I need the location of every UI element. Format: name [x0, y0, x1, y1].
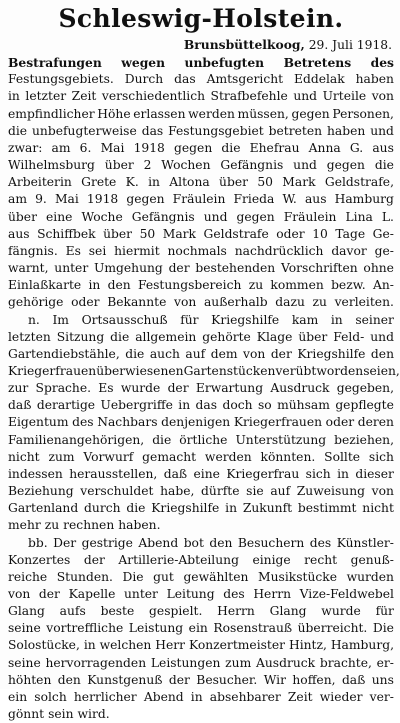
text-line: fängnis. Es sei hiermit nochmals nachdrücklich davor ge- [8, 243, 394, 258]
text-line: Eigentum des Nachbars denjenigen Kriegerfrauen oder deren [8, 415, 394, 430]
text-line: letzten Sitzung die allgemein gehörte Klage über Feld- und [8, 329, 394, 344]
article-text [8, 54, 400, 723]
text-line: gönnt sein wird. [8, 707, 110, 722]
text-line: bb. Der gestrige Abend bot den Besuchern des Künstler- [28, 535, 394, 550]
text-line: daß derartige Uebergriffe in das doch so mühsam gepflegte [8, 398, 394, 413]
text-line: Solostücke, in welchen Herr Konzertmeister Hintz, Hamburg, [8, 638, 394, 653]
text-line: von der Kapelle unter Leitung des Herrn Vize-Feldwebel [8, 587, 394, 601]
text-line: Festungsgebiets. Durch das Amtsgericht Eddelak haben [8, 72, 394, 87]
text-line: in letzter Zeit verschiedentlich Strafbefehle und Urteile von [8, 89, 394, 104]
text-line: warnt, unter Umgehung der bestehenden Vorschriften ohne [8, 261, 394, 276]
section-heading: Schleswig-Holstein. [58, 4, 344, 33]
text-line: am 9. Mai 1918 gegen Fräulein Frieda W. aus Hamburg [8, 192, 394, 207]
dateline [8, 36, 394, 54]
text-line: höhten den Kunstgenuß der Besucher. Wir hoffen, daß uns [8, 672, 394, 687]
text-line: Konzertes der Artillerie-Abteilung einige recht genuß- [8, 552, 394, 567]
text-line: Arbeiterin Grete K. in Altona über 50 Mark Geldstrafe, [8, 175, 394, 190]
text-line: Kriegerfrauen überwiesenen Gartenstücken verübt worden seien, [8, 363, 400, 378]
text-line: indessen herausstellen, daß eine Kriegerfrau sich in dieser [8, 466, 394, 481]
text-line: Gartendiebstähle, die auch auf dem von der Kriegshilfe den [8, 346, 394, 361]
text-line: reiche Stunden. Die gut gewählten Musikstücke wurden [8, 569, 394, 584]
text-line: zur Sprache. Es wurde der Erwartung Ausdruck gegeben, [8, 381, 394, 396]
text-line: mehr zu rechnen haben. [8, 518, 161, 533]
text-line: aus Schiffbek über 50 Mark Geldstrafe oder 10 Tage Ge- [8, 226, 394, 241]
text-line: Familienangehörigen, die örtliche Unterstützung beziehen, [8, 432, 394, 447]
dateline-place: Brunsbüttelkoog, [183, 37, 305, 52]
article-body [8, 36, 400, 723]
text-line: zwar: am 6. Mai 1918 gegen die Ehefrau Anna G. aus [8, 140, 394, 155]
dateline-date: 29. Juli 1918. [308, 38, 392, 52]
text-line: gehörige oder Bekannte von außerhalb dazu zu verleiten. [8, 295, 394, 310]
text-line: Wilhelmsburg über 2 Wochen Gefängnis und gegen die [8, 158, 394, 173]
text-line: Gartenland durch die Kriegshilfe in Zukunft bestimmt nicht [8, 501, 394, 516]
text-line: n. Im Ortsausschuß für Kriegshilfe kam in seiner [28, 312, 394, 327]
text-line: Einlaßkarte in den Festungsbereich zu kommen bezw. An- [8, 278, 394, 293]
text-line: die unbefugterweise das Festungsgebiet betreten haben und [8, 123, 394, 138]
text-line: empfindlicher Höhe erlassen werden müssen, gegen Personen, [8, 106, 394, 121]
text-line: Glang aufs beste gespielt. Herrn Glang wurde für [8, 604, 394, 619]
text-line: seine vortreffliche Leistung ein Rosenstrauß überreicht. Die [8, 621, 394, 636]
text-line: Bestrafungen wegen unbefugten Betretens des [8, 55, 394, 71]
text-line: seine hervorragenden Leistungen zum Ausdruck brachte, er- [8, 655, 394, 670]
text-line: Beziehung verschuldet habe, dürfte sie auf Zuweisung von [8, 484, 394, 499]
text-line: über eine Woche Gefängnis und gegen Fräulein Lina L. [8, 209, 394, 224]
text-line: nicht zum Vorwurf gemacht werden könnten. Sollte sich [8, 449, 394, 464]
text-line: ein solch herrlicher Abend in absehbarer Zeit wieder ver- [8, 689, 394, 704]
